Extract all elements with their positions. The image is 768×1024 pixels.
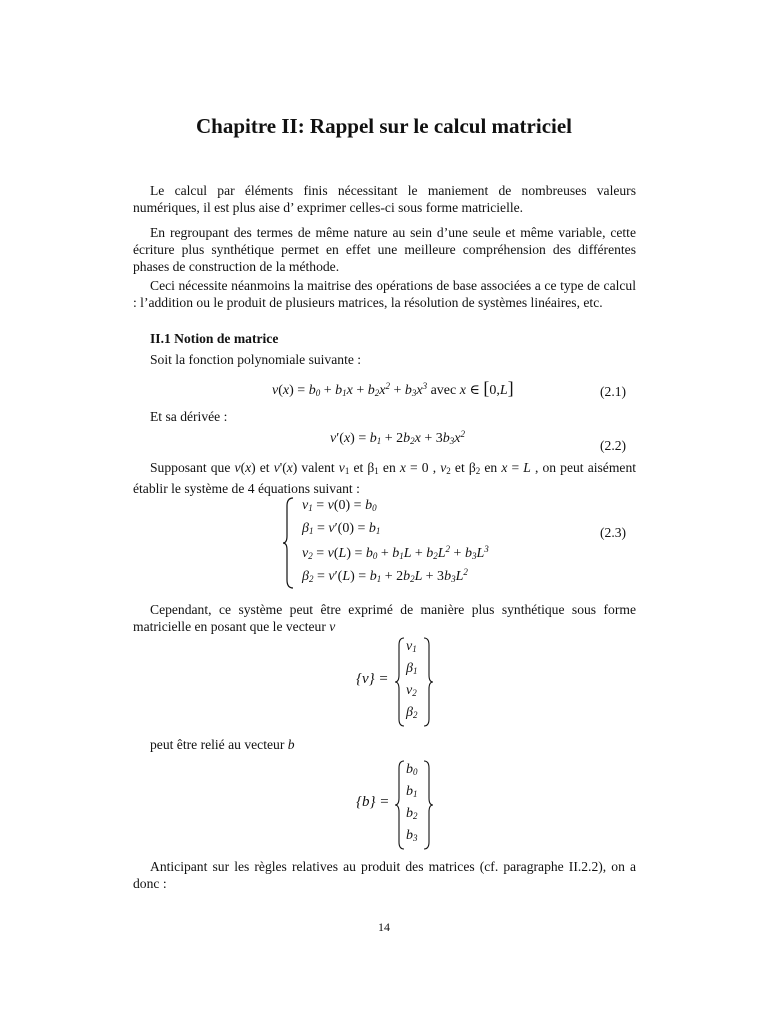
system-line-4: $\beta_2 = v'(L) = b_1 + 2b_2L + 3b_3L^2$ [302, 567, 468, 584]
equation-number-2-3: (2.3) [600, 525, 627, 540]
equation-number-2-2: (2.2) [600, 438, 627, 453]
vector-b: {b} = $b_0$ $b_1$ $b_2$ $b_3$ [356, 760, 456, 852]
paragraph-intro: Le calcul par éléments finis nécessitant le maniement de nombreuses valeurs numériques, il est plus aise d’ exprimer celles-ci sous forme matricielle. [133, 183, 636, 215]
system-line-3: $v_2 = v(L) = b_0 + b_1L + b_2L^2 + b_3L^3$ [302, 544, 489, 561]
page-number: 14 [378, 920, 390, 934]
paragraph-regroupant: En regroupant des termes de même nature au sein d’une seule et même variable, cette écriture plus synthétique permet en effet une meilleure compréhension des différentes phases de construction de la méthode. [133, 225, 636, 274]
paragraph-maitrise: Ceci nécessite néanmoins la maitrise des opérations de base associées a ce type de calcul : l’addition ou le produit de plusieurs matrices, la résolution de systèmes linéaires, etc. [133, 278, 636, 310]
vector-b-left-brace-icon [394, 760, 406, 850]
vector-v-left-brace-icon [394, 637, 406, 727]
text-vecteur-b: peut être relié au vecteur b [150, 737, 295, 752]
vector-v: {v} = $v_1$ $\beta_1$ $v_2$ $\beta_2$ [356, 637, 456, 729]
system-line-2: $\beta_1 = v'(0) = b_1$ [302, 521, 381, 536]
section-heading: II.1 Notion de matrice [150, 331, 279, 346]
vector-v-right-brace-icon [422, 637, 434, 727]
equation-system [282, 496, 542, 592]
chapter-title: Chapitre II: Rappel sur le calcul matriciel [195, 114, 573, 138]
text-derivee: Et sa dérivée : [150, 409, 228, 424]
system-line-1: $v_1 = v(0) = b_0$ [302, 498, 377, 513]
paragraph-cependant: Cependant, ce système peut être exprimé de manière plus synthétique sous forme matricielle en posant que le vecteur v [133, 602, 636, 634]
text-fonction-polynomiale: Soit la fonction polynomiale suivante : [150, 352, 362, 367]
vector-b-right-brace-icon [422, 760, 434, 850]
paragraph-supposant: Supposant que v(x) et v'(x) valent $v_1$ et $\beta_1$ en x = 0 , $v_2$ et $\beta_2$ en x = L , on peut aisément établir le système de 4 équations suivant : [133, 460, 637, 496]
equation-number-2-1: (2.1) [600, 384, 627, 399]
equation-derivative: $v'(x) = b_1 + 2b_2x + 3b_3x^2$ [330, 429, 465, 446]
paragraph-anticipant: Anticipant sur les règles relatives au produit des matrices (cf. paragraphe II.2.2), on a donc : [133, 859, 636, 891]
equation-avec-text: avec [430, 383, 457, 398]
equation-polynomial: $v(x) = b_0 + b_1x + b_2x^2 + b_3x^3$ avec x ∈ [0,L] [272, 378, 514, 398]
left-brace-icon [282, 496, 296, 590]
